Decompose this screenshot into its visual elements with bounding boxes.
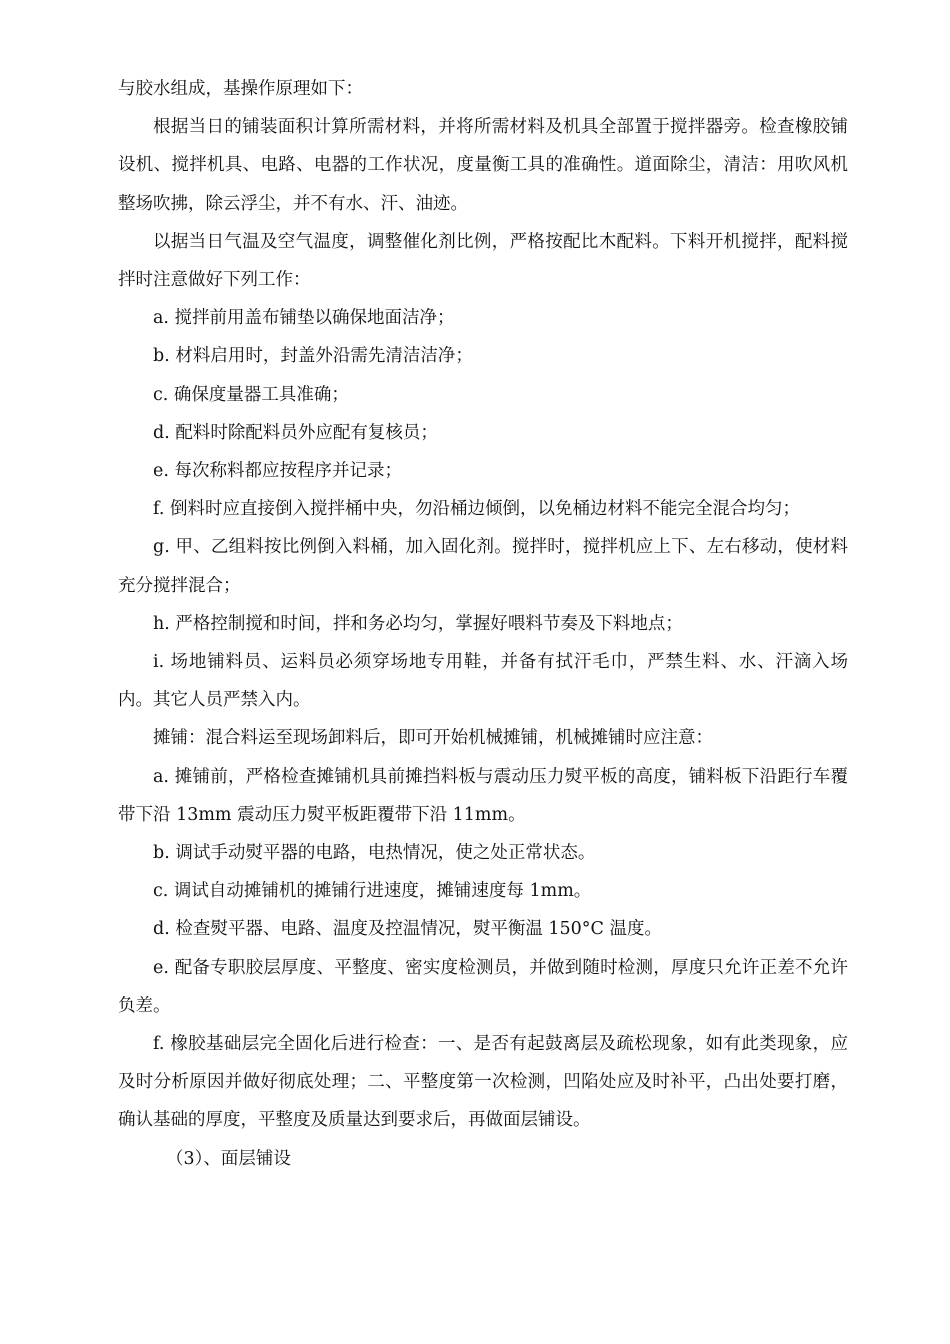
list-item: b. 调试手动熨平器的电路，电热情况，使之处正常状态。: [153, 843, 596, 864]
list-item: e. 每次称料都应按程序并记录；: [153, 461, 402, 482]
paragraph: 以据当日气温及空气温度，调整催化剂比例，严格按配比木配料。下料开机搅拌，配料搅拌时注意做好下列工作：: [118, 231, 848, 291]
list-item: c. 确保度量器工具准确；: [153, 384, 349, 405]
paragraph: 摊铺：混合料运至现场卸料后，即可开始机械摊铺，机械摊铺时应注意：: [153, 728, 713, 749]
document-body: [118, 70, 848, 1178]
list-item: d. 检查熨平器、电路、温度及控温情况，熨平衡温 150°C 温度。: [153, 919, 662, 940]
list-item: a. 摊铺前，严格检查摊铺机具前摊挡料板与震动压力熨平板的高度，铺料板下沿距行车覆带下沿 13mm 震动压力熨平板距覆带下沿 11mm。: [118, 766, 848, 825]
list-item: g. 甲、乙组料按比例倒入料桶，加入固化剂。搅拌时，搅拌机应上下、左右移动，使材料充分搅拌混合；: [118, 537, 848, 596]
list-item: c. 调试自动摊铺机的摊铺行进速度，摊铺速度每 1mm。: [153, 881, 592, 902]
list-item: b. 材料启用时，封盖外沿需先清洁洁净；: [153, 346, 473, 367]
list-item: f. 倒料时应直接倒入搅拌桶中央，勿沿桶边倾倒，以免桶边材料不能完全混合均匀；: [153, 499, 800, 520]
section-heading: （3）、面层铺设: [166, 1148, 291, 1169]
paragraph: 与胶水组成，基操作原理如下：: [118, 79, 363, 99]
list-item: d. 配料时除配料员外应配有复核员；: [153, 422, 438, 443]
list-item: e. 配备专职胶层厚度、平整度、密实度检测员，并做到随时检测，厚度只允许正差不允许负差。: [118, 957, 848, 1016]
list-item: h. 严格控制搅和时间，拌和务必均匀，掌握好喂料节奏及下料地点；: [153, 613, 683, 634]
list-item: a. 搅拌前用盖布铺垫以确保地面洁净；: [153, 308, 455, 329]
paragraph: 根据当日的铺装面积计算所需材料，并将所需材料及机具全部置于搅拌器旁。检查橡胶铺设机、搅拌机具、电路、电器的工作状况，度量衡工具的准确性。道面除尘，清洁：用吹风机整场吹拂，除云浮尘，并不有水、汗、油迹。: [118, 117, 848, 214]
list-item: f. 橡胶基础层完全固化后进行检查：一、是否有起鼓离层及疏松现象，如有此类现象，应及时分析原因并做好彻底处理；二、平整度第一次检测，凹陷处应及时补平，凸出处要打磨，确认基础的厚度，平整度及质量达到要求后，再做面层铺设。: [118, 1034, 848, 1131]
list-item: i. 场地铺料员、运料员必须穿场地专用鞋，并备有拭汗毛巾，严禁生料、水、汗滴入场内。其它人员严禁入内。: [118, 652, 848, 711]
